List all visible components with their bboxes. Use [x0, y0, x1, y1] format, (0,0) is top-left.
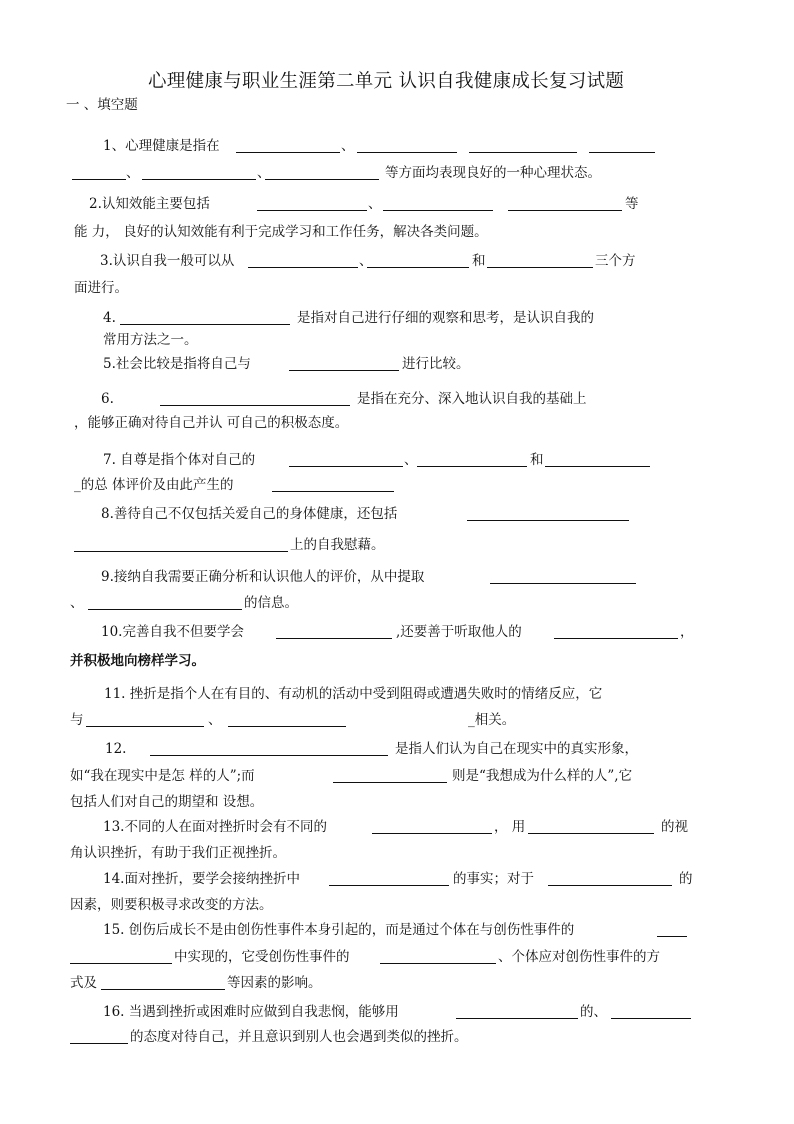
separator: 、 [341, 138, 355, 154]
answer-blank[interactable] [257, 210, 367, 211]
question-text: 上的自我慰藉。 [290, 537, 385, 553]
answer-blank[interactable] [289, 466, 403, 467]
answer-blank[interactable] [333, 782, 447, 783]
question-text: 和 [530, 452, 544, 468]
answer-blank[interactable] [528, 833, 654, 834]
answer-blank[interactable] [367, 267, 469, 268]
answer-blank[interactable] [120, 324, 290, 325]
answer-blank[interactable] [276, 638, 392, 639]
answer-blank[interactable] [160, 405, 350, 406]
question-text: 13.不同的人在面对挫折时会有不同的 [103, 819, 327, 835]
question-text: ，能够正确对待自己并认 可自己的积极态度。 [74, 415, 349, 431]
separator: 、 [368, 196, 382, 212]
answer-blank[interactable] [228, 726, 346, 727]
question-text: 三个方 [595, 253, 636, 269]
question-text: 并积极地向榜样学习。 [70, 653, 205, 669]
answer-blank[interactable] [456, 1018, 578, 1019]
answer-blank[interactable] [372, 833, 492, 834]
question-text: 等方面均表现良好的一种心理状态。 [385, 165, 601, 181]
answer-blank[interactable] [357, 152, 457, 153]
question-text: ,还要善于听取他人的 [396, 624, 522, 640]
answer-blank[interactable] [236, 152, 340, 153]
question-text: 9.接纳自我需要正确分析和认识他人的评价，从中提取 [101, 569, 425, 585]
question-text: 进行比较。 [402, 356, 470, 372]
answer-blank[interactable] [469, 152, 577, 153]
question-text: 10.完善自我不但要学会 [101, 624, 244, 640]
question-text: 因素，则要积极寻求改变的方法。 [70, 897, 273, 913]
answer-blank[interactable] [383, 210, 493, 211]
separator: 、 [257, 165, 271, 181]
answer-blank[interactable] [490, 583, 636, 584]
question-text: 8.善待自己不仅包括关爱自己的身体健康，还包括 [101, 506, 398, 522]
answer-blank[interactable] [142, 179, 256, 180]
question-text: 的信息。 [244, 595, 298, 611]
question-text: 的事实；对于 [453, 871, 534, 887]
answer-blank[interactable] [289, 370, 399, 371]
question-text: 7. 自尊是指个体对自己的 [103, 452, 256, 468]
question-number: 12. [105, 741, 127, 757]
answer-blank[interactable] [74, 551, 288, 552]
question-text: 是指对自己进行仔细的观察和思考，是认识自我的 [297, 310, 594, 326]
question-text: 是指人们认为自己在现实中的真实形象， [395, 741, 638, 757]
question-number: 4. [103, 310, 116, 326]
question-text: 14.面对挫折，要学会接纳挫折中 [103, 871, 300, 887]
question-text: 3.认识自我一般可以从 [100, 253, 235, 269]
question-text: 的、 [580, 1004, 607, 1020]
answer-blank[interactable] [657, 936, 687, 937]
question-text: 角认识挫折，有助于我们正视挫折。 [70, 845, 286, 861]
answer-blank[interactable] [72, 179, 126, 180]
answer-blank[interactable] [86, 726, 204, 727]
question-text: 1、心理健康是指在 [103, 138, 220, 154]
answer-blank[interactable] [101, 989, 225, 990]
question-text: 常用方法之一。 [103, 332, 198, 348]
separator: ， [680, 624, 694, 640]
answer-blank[interactable] [508, 210, 622, 211]
separator: 、 [208, 712, 222, 728]
question-text: 5.社会比较是指将自己与 [103, 356, 251, 372]
question-text: 与 [70, 712, 84, 728]
answer-blank[interactable] [417, 466, 527, 467]
section-heading: 一 、填空题 [66, 97, 138, 113]
answer-blank[interactable] [265, 179, 379, 180]
answer-blank[interactable] [611, 1018, 691, 1019]
separator: 、 [404, 452, 418, 468]
question-text: 16. 当遇到挫折或困难时应做到自我悲悯，能够用 [103, 1004, 399, 1020]
question-text: _相关。 [468, 712, 516, 728]
question-text: 则是“我想成为什么样的人”,它 [452, 768, 633, 784]
question-text: 15. 创伤后成长不是由创伤性事件本身引起的，而是通过个体在与创伤性事件的 [103, 922, 575, 938]
question-text: 能 力， 良好的认知效能有利于完成学习和工作任务，解决各类问题。 [74, 224, 488, 240]
question-number: 6. [101, 391, 114, 407]
question-text: 2.认知效能主要包括 [89, 196, 210, 212]
question-text: 等因素的影响。 [227, 975, 322, 991]
answer-blank[interactable] [545, 466, 650, 467]
question-text: 的视 [661, 819, 688, 835]
question-text: 、个体应对创伤性事件的方 [498, 949, 660, 965]
question-text: 中实现的，它受创伤性事件的 [174, 949, 350, 965]
question-text: 式及 [70, 975, 97, 991]
question-text: 如“我在现实中是怎 样的人”;而 [70, 768, 255, 784]
question-text: 包括人们对自己的期望和 设想。 [70, 794, 264, 810]
answer-blank[interactable] [70, 963, 172, 964]
question-text: 等 [625, 196, 639, 212]
question-text: 和 [472, 253, 486, 269]
question-text: 11. 挫折是指个人在有目的、有动机的活动中受到阻碍或遭遇失败时的情绪反应，它 [104, 686, 603, 702]
answer-blank[interactable] [467, 520, 629, 521]
answer-blank[interactable] [70, 1043, 128, 1044]
answer-blank[interactable] [329, 885, 449, 886]
answer-blank[interactable] [150, 755, 388, 756]
answer-blank[interactable] [272, 491, 394, 492]
separator: 、 [126, 165, 140, 181]
question-text: _的总 体评价及由此产生的 [74, 477, 234, 493]
answer-blank[interactable] [548, 885, 672, 886]
answer-blank[interactable] [554, 638, 678, 639]
question-text: 是指在充分、深入地认识自我的基础上 [357, 391, 587, 407]
separator: 、 [70, 595, 84, 611]
answer-blank[interactable] [380, 963, 496, 964]
answer-blank[interactable] [487, 267, 593, 268]
question-text: ， 用 [494, 819, 526, 835]
separator: 、 [359, 253, 373, 269]
question-text: 的 [679, 871, 693, 887]
page-title: 心理健康与职业生涯第二单元 认识自我健康成长复习试题 [148, 71, 625, 92]
answer-blank[interactable] [248, 267, 358, 268]
answer-blank[interactable] [589, 152, 655, 153]
question-text: 的态度对待自己，并且意识到别人也会遇到类似的挫折。 [130, 1029, 468, 1045]
question-text: 面进行。 [74, 280, 128, 296]
answer-blank[interactable] [88, 609, 242, 610]
